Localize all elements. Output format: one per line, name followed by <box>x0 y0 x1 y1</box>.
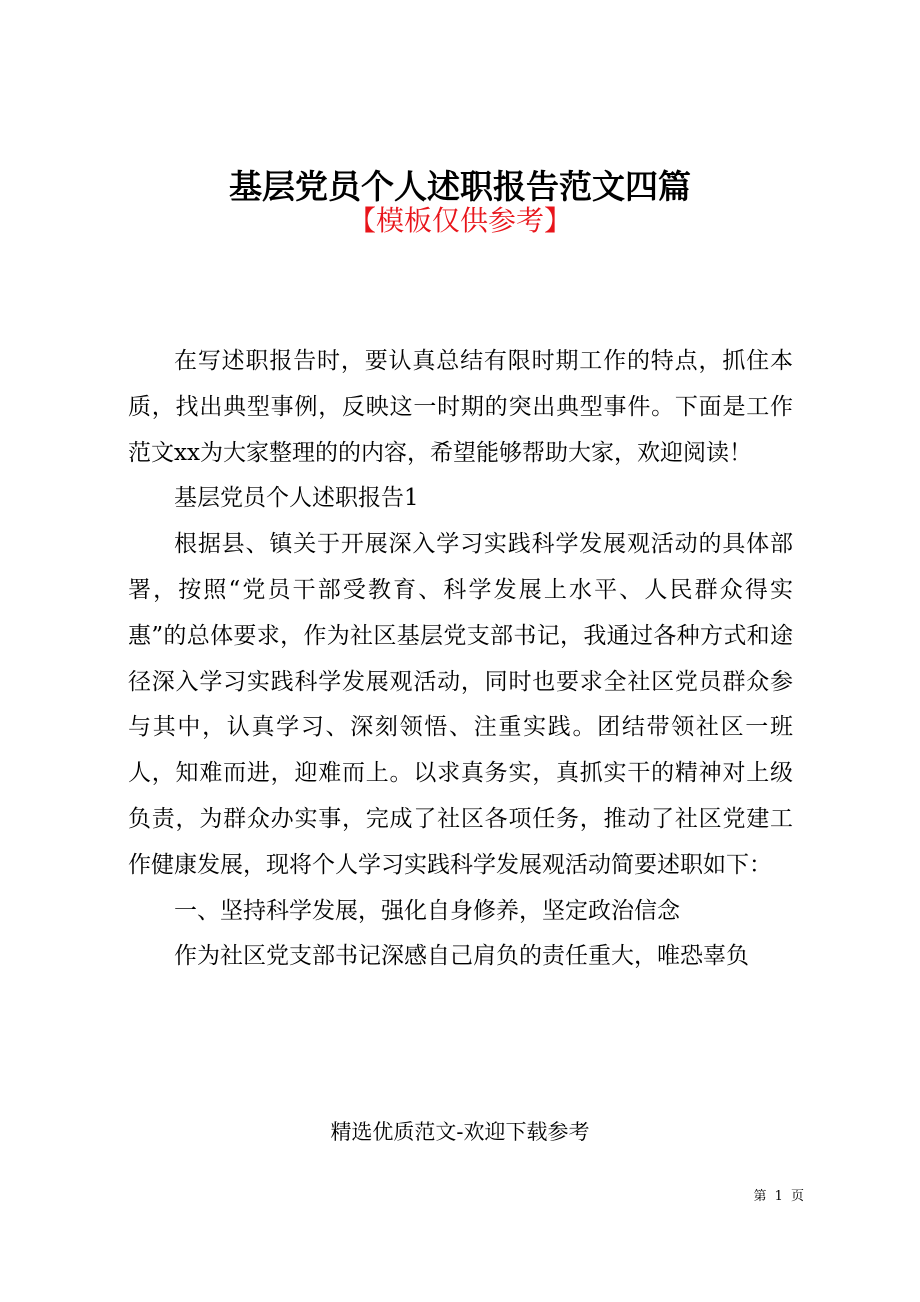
intro-paragraph: 在写述职报告时，要认真总结有限时期工作的特点，抓住本质，找出典型事例，反映这一时期的突出典型事件。下面是工作范文xx为大家整理的的内容，希望能够帮助大家，欢迎阅读！ <box>128 348 793 466</box>
document-title: 基层党员个人述职报告范文四篇 <box>229 167 691 206</box>
section-heading: 一、坚持科学发展，强化自身修养，坚定政治信念 <box>174 897 680 924</box>
body-paragraph: 根据县、镇关于开展深入学习实践科学发展观活动的具体部署，按照“党员干部受教育、科学发展上水平、人民群众得实惠”的总体要求，作为社区基层党支部书记，我通过各种方式和途径深入学习实践科学发展观活动，同时也要求全社区党员群众参与其中，认真学习、深刻领悟、注重实践。团结带领社区一班人，知难而进，迎难而上。以求真务实，真抓实干的精神对上级负责，为群众办实事，完成了社区各项任务，推动了社区党建工作健康发展，现将个人学习实践科学发展观活动简要述职如下： <box>128 531 793 878</box>
document-body <box>128 339 793 980</box>
template-notice: 【模板仅供参考】 <box>347 204 572 237</box>
page-number: 第 1 页 <box>753 1189 806 1204</box>
section-title: 基层党员个人述职报告1 <box>174 485 419 512</box>
footer-note: 精选优质范文-欢迎下载参考 <box>330 1120 590 1144</box>
body-paragraph-continued: 作为社区党支部书记深感自己肩负的责任重大，唯恐辜负 <box>174 943 749 970</box>
